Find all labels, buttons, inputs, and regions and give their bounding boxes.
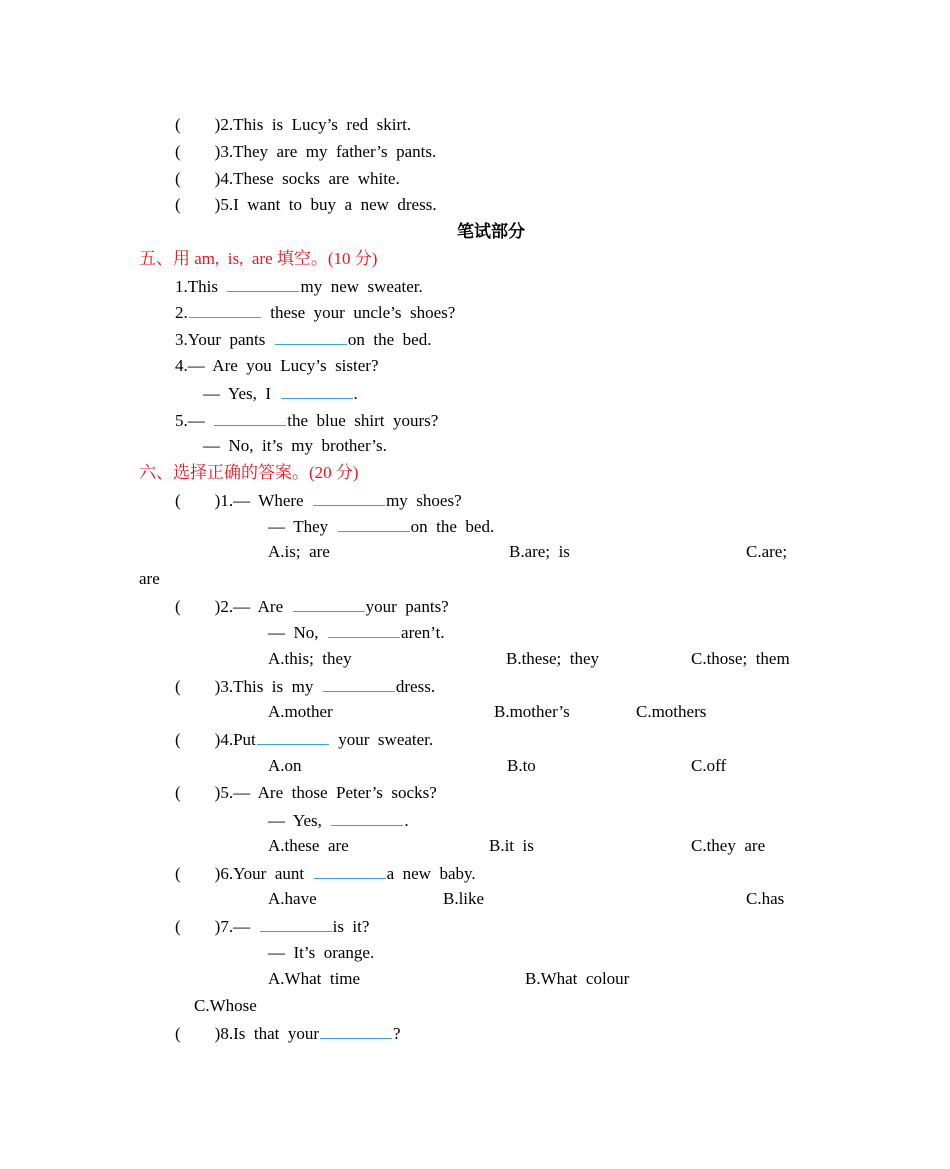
option-b[interactable]: B.mother’s <box>494 702 570 721</box>
part5-q4-question: 4.— Are you Lucy’s sister? <box>175 356 379 375</box>
option-b[interactable]: B.What colour <box>525 969 630 988</box>
option-b[interactable]: B.are; is <box>509 542 570 561</box>
part6-q1: ( )1.— Where my shoes? <box>175 491 462 510</box>
option-c[interactable]: C.they are <box>691 836 766 855</box>
listening-item-4: ( )4.These socks are white. <box>175 169 400 188</box>
part5-heading: 五、用 am, is, are 填空。(10 分) <box>139 249 378 268</box>
option-c[interactable]: C.off <box>691 756 727 775</box>
answer-blank[interactable] <box>281 383 353 399</box>
answer-blank[interactable] <box>275 329 347 345</box>
part6-q6: ( )6.Your aunt a new baby. <box>175 864 476 883</box>
answer-blank[interactable] <box>338 516 410 532</box>
answer-blank[interactable] <box>189 302 261 318</box>
option-c[interactable]: C.has <box>746 889 785 908</box>
option-c[interactable]: C.Whose <box>194 996 257 1015</box>
answer-blank[interactable] <box>227 276 299 292</box>
part5-q3: 3.Your pants on the bed. <box>175 330 432 349</box>
option-c[interactable]: C.those; them <box>691 649 790 668</box>
part6-q3: ( )3.This is my dress. <box>175 677 436 696</box>
part5-q5-answer: — No, it’s my brother’s. <box>203 436 387 455</box>
answer-blank[interactable] <box>331 810 403 826</box>
answer-blank[interactable] <box>320 1023 392 1039</box>
option-c-wrap: are <box>139 569 160 588</box>
option-b[interactable]: B.it is <box>489 836 534 855</box>
part5-q2: 2. these your uncle’s shoes? <box>175 303 456 322</box>
option-c[interactable]: C.are; <box>746 542 788 561</box>
part6-q2: ( )2.— Are your pants? <box>175 597 449 616</box>
answer-blank[interactable] <box>314 863 386 879</box>
option-b[interactable]: B.like <box>443 889 485 908</box>
answer-blank[interactable] <box>313 490 385 506</box>
option-a[interactable]: A.this; they <box>268 649 352 668</box>
listening-item-5: ( )5.I want to buy a new dress. <box>175 195 437 214</box>
answer-blank[interactable] <box>323 676 395 692</box>
answer-blank[interactable] <box>328 622 400 638</box>
part5-q5: 5.— the blue shirt yours? <box>175 411 439 430</box>
section-title: 笔试部分 <box>457 222 525 241</box>
listening-item-2: ( )2.This is Lucy’s red skirt. <box>175 115 412 134</box>
part5-q4-answer: — Yes, I . <box>203 384 358 403</box>
option-a[interactable]: A.What time <box>268 969 361 988</box>
listening-item-3: ( )3.They are my father’s pants. <box>175 142 437 161</box>
part6-q5-line2: — Yes, . <box>268 811 409 830</box>
answer-blank[interactable] <box>293 596 365 612</box>
part6-heading: 六、选择正确的答案。(20 分) <box>139 463 359 482</box>
answer-blank[interactable] <box>260 916 332 932</box>
option-c[interactable]: C.mothers <box>636 702 707 721</box>
option-a[interactable]: A.mother <box>268 702 333 721</box>
part6-q4: ( )4.Put your sweater. <box>175 730 434 749</box>
option-a[interactable]: A.have <box>268 889 317 908</box>
option-a[interactable]: A.these are <box>268 836 349 855</box>
part6-q2-line2: — No, aren’t. <box>268 623 445 642</box>
part5-q1: 1.This my new sweater. <box>175 277 423 296</box>
part6-q1-line2: — They on the bed. <box>268 517 495 536</box>
part6-q8: ( )8.Is that your ? <box>175 1024 401 1043</box>
part6-q5: ( )5.— Are those Peter’s socks? <box>175 783 437 802</box>
option-b[interactable]: B.to <box>507 756 536 775</box>
part6-q7: ( )7.— is it? <box>175 917 370 936</box>
option-a[interactable]: A.is; are <box>268 542 330 561</box>
option-b[interactable]: B.these; they <box>506 649 600 668</box>
option-a[interactable]: A.on <box>268 756 302 775</box>
part6-q7-line2: — It’s orange. <box>268 943 375 962</box>
answer-blank[interactable] <box>214 410 286 426</box>
answer-blank[interactable] <box>257 729 329 745</box>
